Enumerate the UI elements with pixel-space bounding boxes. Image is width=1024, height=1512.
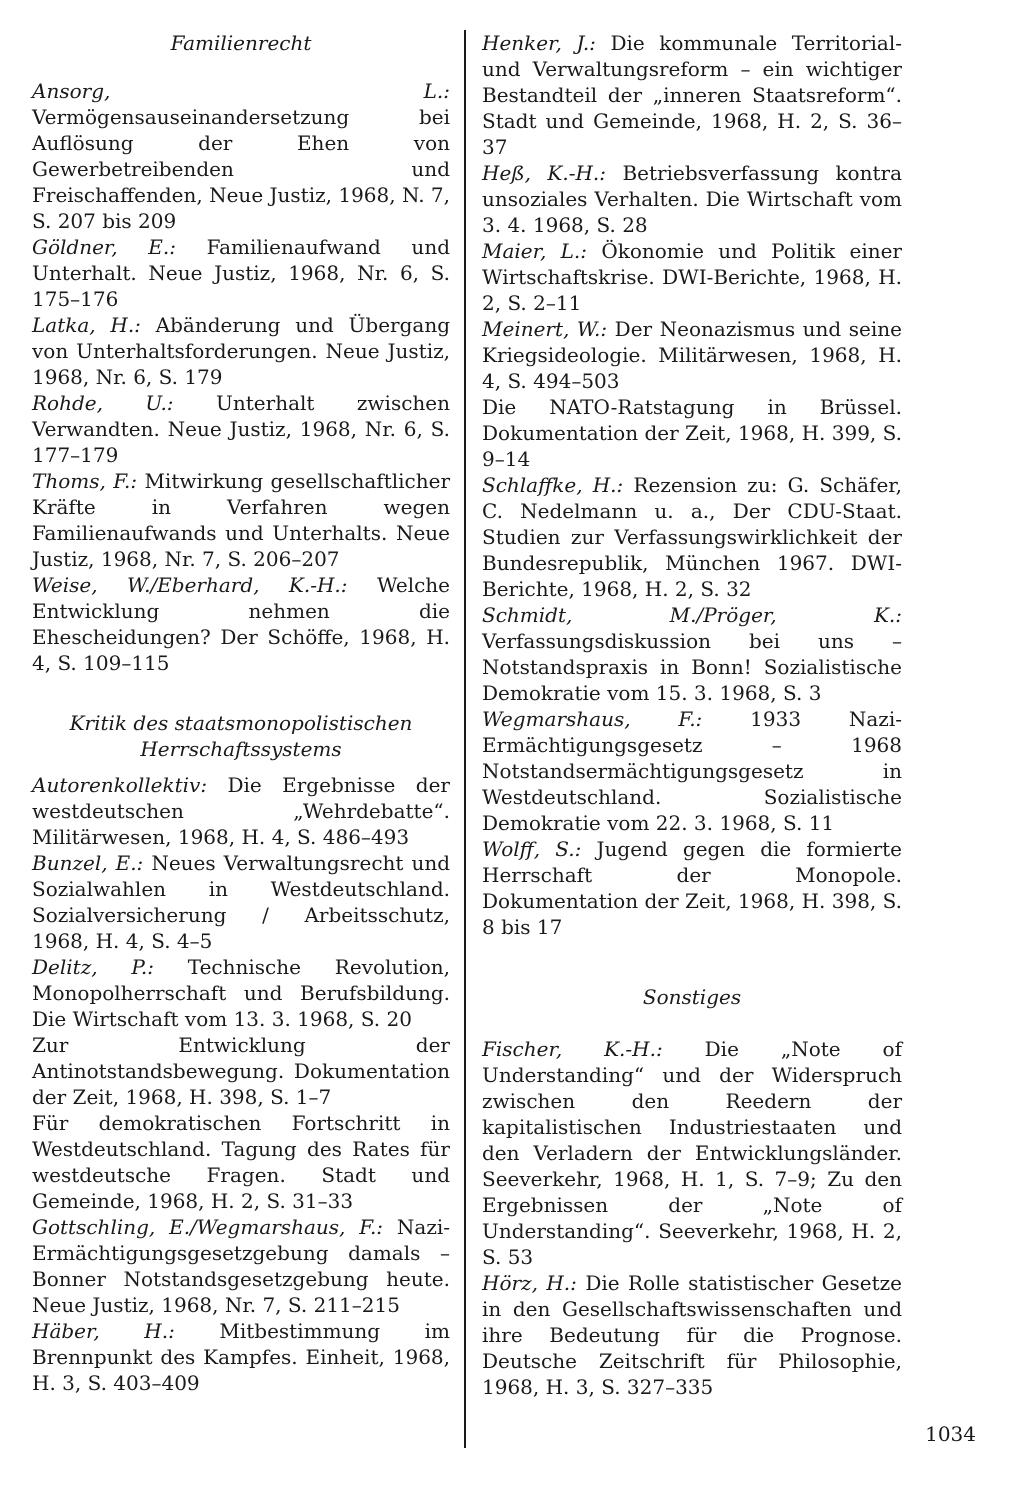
entry-author: Meinert, W.: — [482, 317, 608, 341]
entry-text: 1933 Nazi-Ermächtigungsgesetz – 1968 Notstandsermächtigungsgesetz in Westdeutschland. Sozialistische Demokratie vom 22. 3. 1968, S. 11 — [482, 707, 902, 835]
entry-author: Wegmarshaus, F.: — [482, 707, 703, 731]
entry-author: Häber, H.: — [32, 1319, 175, 1343]
entry-text: Die Rolle statistischer Gesetze in den Gesellschaftswissenschaften und ihre Bedeutung für die Prognose. Deutsche Zeitschrift für Philosophie, 1968, H. 3, S. 327–335 — [482, 1271, 902, 1399]
entry-text: Die kommunale Territorial- und Verwaltungsreform – ein wichtiger Bestandteil der „inneren Staatsreform“. Stadt und Gemeinde, 1968, H. 2, S. 36–37 — [482, 31, 902, 159]
bibliography-entry — [482, 160, 902, 238]
entry-text: Mitwirkung gesellschaftlicher Kräfte in Verfahren wegen Familienaufwands und Unterhalts. Neue Justiz, 1968, Nr. 7, S. 206–207 — [32, 469, 451, 571]
bibliography-entry — [482, 30, 902, 160]
entry-text: Verfassungsdiskussion bei uns – Notstandspraxis in Bonn! Sozialistische Demokratie vom 15. 3. 1968, S. 3 — [482, 629, 902, 705]
entry-author: Hörz, H.: — [482, 1271, 577, 1295]
column-divider — [464, 30, 466, 1448]
bibliography-entry — [482, 316, 902, 394]
entry-author: Gottschling, E./Wegmarshaus, F.: — [32, 1215, 384, 1239]
bibliography-entry — [482, 836, 902, 940]
entry-text: Nazi-Ermächtigungsgesetzgebung damals – Bonner Notstandsgesetzgebung heute. Neue Justiz, 1968, Nr. 7, S. 211–215 — [32, 1215, 451, 1317]
entry-text: Jugend gegen die formierte Herrschaft der Monopole. Dokumentation der Zeit, 1968, H. 398, S. 8 bis 17 — [482, 837, 902, 939]
entry-author: Heß, K.-H.: — [482, 161, 607, 185]
entry-author: Weise, W./Eberhard, K.-H.: — [32, 573, 348, 597]
entry-author: Ansorg, L.: — [32, 79, 450, 103]
section-title-sonstiges: Sonstiges — [642, 985, 742, 1009]
bibliography-entry — [32, 1110, 450, 1214]
entry-text: Vermögensauseinandersetzung bei Auflösung der Ehen von Gewerbetreibenden und Freischaffenden, Neue Justiz, 1968, N. 7, S. 207 bis 209 — [32, 105, 450, 233]
bibliography-entry — [482, 602, 902, 706]
bibliography-entry — [32, 1318, 450, 1396]
right-column — [482, 30, 902, 1400]
entry-text: Die NATO-Ratstagung in Brüssel. Dokumentation der Zeit, 1968, H. 399, S. 9–14 — [482, 395, 902, 471]
entry-text: Die „Note of Understanding“ und der Widerspruch zwischen den Reedern der kapitalistischen Industriestaaten und den Verladern der Entwicklungsländer. Seeverkehr, 1968, H. 1, S. 7–9; Zu den Ergebnissen der „Note of Understanding“. Seeverkehr, 1968, H. 2, S. 53 — [482, 1037, 902, 1269]
entry-text: Für demokratischen Fortschritt in Westdeutschland. Tagung des Rates für westdeutsche Fragen. Stadt und Gemeinde, 1968, H. 2, S. 31–33 — [32, 1111, 450, 1213]
entry-text: Zur Entwicklung der Antinotstandsbewegung. Dokumentation der Zeit, 1968, H. 398, S. 1–7 — [32, 1033, 450, 1109]
entry-text: Ökonomie und Politik einer Wirtschaftskrise. DWI-Berichte, 1968, H. 2, S. 2–11 — [482, 239, 902, 315]
entry-author: Schmidt, M./Pröger, K.: — [482, 603, 902, 627]
bibliography-entry — [482, 238, 902, 316]
entry-text: Der Neonazismus und seine Kriegsideologie. Militärwesen, 1968, H. 4, S. 494–503 — [482, 317, 902, 393]
bibliography-entry — [32, 1214, 450, 1318]
entry-author: Schlaffke, H.: — [482, 473, 624, 497]
entry-text: Mitbestimmung im Brennpunkt des Kampfes. Einheit, 1968, H. 3, S. 403–409 — [32, 1319, 451, 1395]
section-title-kritik: Kritik des staatsmonopolistischen Herrschaftssystems — [69, 711, 413, 761]
bibliography-entry — [32, 772, 450, 850]
bibliography-entry — [32, 312, 450, 390]
entry-author: Rohde, U.: — [32, 391, 174, 415]
entry-text: Betriebsverfassung kontra unsoziales Verhalten. Die Wirtschaft vom 3. 4. 1968, S. 28 — [482, 161, 903, 237]
entry-author: Autorenkollektiv: — [32, 773, 208, 797]
entry-author: Delitz, P.: — [32, 955, 154, 979]
page-number: 1034 — [925, 1422, 976, 1446]
entry-text: Rezension zu: G. Schäfer, C. Nedelmann u. a., Der CDU-Staat. Studien zur Verfassungswirklichkeit der Bundesrepublik, München 1967. DWI-Berichte, 1968, H. 2, S. 32 — [482, 473, 902, 601]
entry-text: Die Ergebnisse der westdeutschen „Wehrdebatte“. Militärwesen, 1968, H. 4, S. 486–493 — [32, 773, 450, 849]
bibliography-entry — [32, 1032, 450, 1110]
entry-text: Technische Revolution, Monopolherrschaft und Berufsbildung. Die Wirtschaft vom 13. 3. 1968, S. 20 — [32, 955, 451, 1031]
entry-text: Unterhalt zwischen Verwandten. Neue Justiz, 1968, Nr. 6, S. 177–179 — [32, 391, 451, 467]
bibliography-entry — [32, 954, 450, 1032]
entry-author: Henker, J.: — [482, 31, 596, 55]
entry-text: Neues Verwaltungsrecht und Sozialwahlen in Westdeutschland. Sozialversicherung / Arbeitsschutz, 1968, H. 4, S. 4–5 — [32, 851, 451, 953]
bibliography-entry — [482, 1036, 902, 1270]
bibliography-entry — [482, 706, 902, 836]
bibliography-entry — [32, 390, 450, 468]
entry-author: Latka, H.: — [32, 313, 141, 337]
section-title-familienrecht: Familienrecht — [170, 31, 312, 55]
bibliography-entry — [32, 234, 450, 312]
entry-author: Fischer, K.-H.: — [482, 1037, 663, 1061]
entry-text: Abänderung und Übergang von Unterhaltsforderungen. Neue Justiz, 1968, Nr. 6, S. 179 — [32, 313, 450, 389]
left-column — [32, 30, 450, 1396]
bibliography-entry — [32, 78, 450, 234]
entry-author: Maier, L.: — [482, 239, 588, 263]
entry-author: Bunzel, E.: — [32, 851, 144, 875]
entry-text: Welche Entwicklung nehmen die Ehescheidungen? Der Schöffe, 1968, H. 4, S. 109–115 — [32, 573, 451, 675]
entry-author: Göldner, E.: — [32, 235, 176, 259]
entry-text: Familienaufwand und Unterhalt. Neue Justiz, 1968, Nr. 6, S. 175–176 — [32, 235, 450, 311]
bibliography-entry — [32, 468, 450, 572]
bibliography-entry — [32, 572, 450, 676]
bibliography-entry — [482, 394, 902, 472]
bibliography-entry — [482, 472, 902, 602]
entry-author: Thoms, F.: — [32, 469, 138, 493]
bibliography-entry — [482, 1270, 902, 1400]
bibliography-entry — [32, 850, 450, 954]
entry-author: Wolff, S.: — [482, 837, 582, 861]
